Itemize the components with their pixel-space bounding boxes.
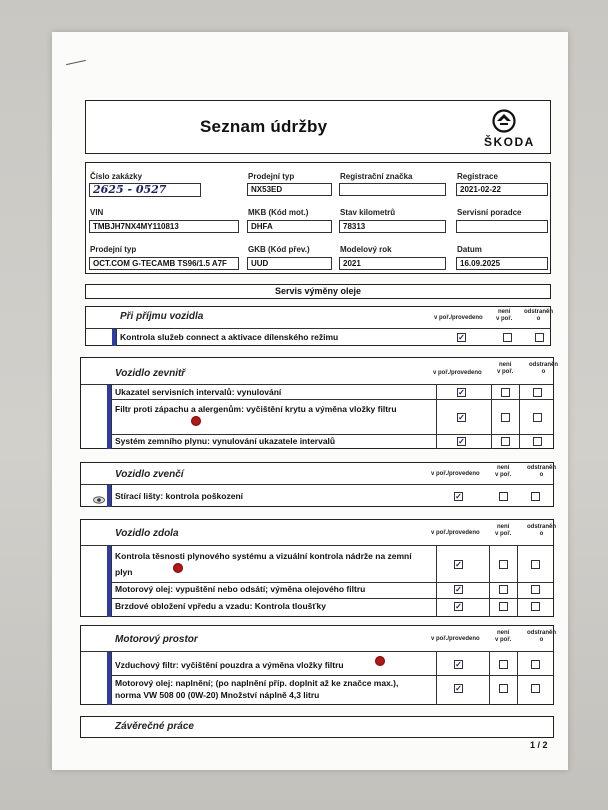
col-notok-header: není v poř. bbox=[496, 309, 513, 322]
service-title-box bbox=[85, 284, 551, 299]
red-dot-icon bbox=[173, 563, 183, 573]
list-item: Kontrola těsnosti plynového systému a vizuální kontrola nádrže na zemní plyn bbox=[115, 551, 412, 577]
list-item: Ukazatel servisních intervalů: vynulování bbox=[115, 387, 282, 397]
registration-field[interactable]: 2021-02-22 bbox=[456, 183, 548, 196]
notok-checkbox[interactable] bbox=[499, 585, 508, 594]
service-title: Servis výměny oleje bbox=[274, 286, 362, 296]
divider bbox=[81, 484, 553, 485]
notok-checkbox[interactable] bbox=[501, 437, 510, 446]
divider bbox=[436, 385, 437, 449]
done-checkbox[interactable]: ✓ bbox=[455, 585, 462, 594]
notok-checkbox[interactable] bbox=[499, 602, 508, 611]
col-removed-header: odstraněn o bbox=[527, 630, 557, 643]
col-removed-header: odstraněn o bbox=[529, 362, 559, 375]
page-title: Seznam údržby bbox=[200, 117, 328, 136]
divider bbox=[489, 652, 490, 705]
service-advisor-label: Servisní poradce bbox=[457, 208, 522, 217]
list-item: Systém zemního plynu: vynulování ukazatele intervalů bbox=[115, 436, 336, 446]
col-done-header: v poř./provedeno bbox=[431, 636, 480, 642]
order-number-label: Číslo zakázky bbox=[90, 172, 143, 181]
notok-checkbox[interactable] bbox=[499, 684, 508, 693]
section-engine-bay bbox=[80, 625, 557, 705]
header-box bbox=[85, 100, 551, 154]
divider bbox=[517, 652, 518, 705]
removed-checkbox[interactable] bbox=[533, 437, 542, 446]
section-title: Motorový prostor bbox=[115, 634, 198, 645]
date-label: Datum bbox=[457, 245, 482, 254]
col-done-header: v poř./provedeno bbox=[434, 315, 483, 321]
red-dot-icon bbox=[375, 656, 385, 666]
registration-plate-field[interactable] bbox=[339, 183, 446, 196]
vin-field[interactable]: TMBJH7NX4MY110813 bbox=[89, 220, 239, 233]
list-item: Vzduchový filtr: vyčištění pouzdra a výměna vložky filtru bbox=[115, 660, 344, 670]
done-checkbox[interactable]: ✓ bbox=[458, 388, 465, 397]
done-checkbox[interactable]: ✓ bbox=[455, 660, 462, 669]
notok-checkbox[interactable] bbox=[499, 492, 508, 501]
col-removed-header: odstraněn o bbox=[527, 465, 557, 478]
removed-checkbox[interactable] bbox=[531, 492, 540, 501]
divider bbox=[81, 384, 553, 385]
done-checkbox[interactable]: ✓ bbox=[458, 413, 465, 422]
section-underbody bbox=[80, 519, 557, 617]
done-checkbox[interactable]: ✓ bbox=[455, 560, 462, 569]
divider bbox=[111, 652, 112, 705]
model-year-label: Modelový rok bbox=[340, 245, 392, 254]
done-checkbox[interactable]: ✓ bbox=[455, 602, 462, 611]
col-done-header: v poř./provedeno bbox=[433, 370, 482, 376]
list-item: Stírací lišty: kontrola poškození bbox=[115, 491, 244, 501]
section-title: Vozidlo zevnitř bbox=[115, 368, 186, 379]
col-notok-header: není v poř. bbox=[495, 524, 512, 537]
divider bbox=[111, 485, 112, 507]
skoda-logo-icon bbox=[491, 109, 517, 133]
gearbox-code-label: GKB (Kód přev.) bbox=[248, 245, 310, 254]
sales-type-field[interactable]: NX53ED bbox=[247, 183, 332, 196]
divider bbox=[81, 651, 553, 652]
pencil-mark bbox=[66, 60, 86, 65]
section-title: Vozidlo zdola bbox=[115, 528, 179, 539]
section-reception bbox=[85, 306, 554, 346]
removed-checkbox[interactable] bbox=[531, 585, 540, 594]
divider bbox=[491, 385, 492, 449]
list-item: Brzdové obložení vpředu a vzadu: Kontrola tloušťky bbox=[115, 601, 326, 611]
col-done-header: v poř./provedeno bbox=[431, 471, 480, 477]
mileage-label: Stav kilometrů bbox=[340, 208, 396, 217]
divider bbox=[436, 652, 437, 705]
col-notok-header: není v poř. bbox=[495, 630, 512, 643]
list-item: Motorový olej: naplnění; (po naplnění příp. doplnit až ke značce max.), norma VW 508 00 (0W-20) Množství náplně 4,3 litru bbox=[115, 678, 399, 700]
col-notok-header: není v poř. bbox=[495, 465, 512, 478]
eye-icon bbox=[93, 491, 105, 499]
order-number-value: 2625 - 0527 bbox=[93, 183, 167, 196]
notok-checkbox[interactable] bbox=[499, 560, 508, 569]
notok-checkbox[interactable] bbox=[499, 660, 508, 669]
registration-plate-label: Registrační značka bbox=[340, 172, 413, 181]
divider bbox=[111, 675, 553, 676]
list-item: Motorový olej: vypuštění nebo odsátí; výměna olejového filtru bbox=[115, 584, 366, 594]
engine-code-label: MKB (Kód mot.) bbox=[248, 208, 309, 217]
list-item: Kontrola služeb connect a aktivace dílenského režimu bbox=[120, 332, 339, 342]
divider bbox=[519, 385, 520, 449]
col-removed-header: odstraněn o bbox=[527, 524, 557, 537]
model-type-field[interactable]: OCT.COM G-TECAMB TS96/1.5 A7F bbox=[89, 257, 239, 270]
col-done-header: v poř./provedeno bbox=[431, 530, 480, 536]
engine-code-field[interactable]: DHFA bbox=[247, 220, 332, 233]
divider bbox=[116, 329, 117, 346]
notok-checkbox[interactable] bbox=[501, 413, 510, 422]
registration-label: Registrace bbox=[457, 172, 498, 181]
vin-label: VIN bbox=[90, 208, 104, 217]
done-checkbox[interactable]: ✓ bbox=[455, 684, 462, 693]
page-number: 1 / 2 bbox=[530, 740, 548, 750]
sales-type-label: Prodejní typ bbox=[248, 172, 295, 181]
section-title: Vozidlo zvenčí bbox=[115, 469, 184, 480]
section-title: Při příjmu vozidla bbox=[120, 311, 204, 322]
list-item: Filtr proti zápachu a alergenům: vyčištění krytu a výměna vložky filtru bbox=[115, 404, 397, 414]
notok-checkbox[interactable] bbox=[501, 388, 510, 397]
section-title: Závěrečné práce bbox=[115, 721, 194, 732]
done-checkbox[interactable]: ✓ bbox=[455, 492, 462, 501]
red-dot-icon bbox=[191, 416, 201, 426]
divider bbox=[81, 545, 553, 546]
section-interior bbox=[80, 357, 559, 449]
notok-checkbox[interactable] bbox=[503, 333, 512, 342]
removed-checkbox[interactable] bbox=[531, 602, 540, 611]
removed-checkbox[interactable] bbox=[531, 560, 540, 569]
brand-name: ŠKODA bbox=[484, 135, 535, 149]
section-final-work bbox=[80, 716, 554, 738]
removed-checkbox[interactable] bbox=[531, 660, 540, 669]
divider bbox=[86, 328, 550, 329]
divider bbox=[111, 399, 553, 400]
done-checkbox[interactable]: ✓ bbox=[458, 437, 465, 446]
removed-checkbox[interactable] bbox=[533, 413, 542, 422]
section-exterior bbox=[80, 462, 557, 507]
done-checkbox[interactable]: ✓ bbox=[458, 333, 465, 342]
model-year-field[interactable]: 2021 bbox=[339, 257, 446, 270]
model-type-label: Prodejní typ bbox=[90, 245, 137, 254]
divider bbox=[111, 385, 112, 449]
divider bbox=[111, 598, 553, 599]
document-sheet bbox=[52, 32, 568, 770]
removed-checkbox[interactable] bbox=[535, 333, 544, 342]
date-field[interactable]: 16.09.2025 bbox=[456, 257, 548, 270]
gearbox-code-field[interactable]: UUD bbox=[247, 257, 332, 270]
col-notok-header: není v poř. bbox=[497, 362, 514, 375]
col-removed-header: odstraněn o bbox=[524, 309, 554, 322]
info-box bbox=[85, 162, 551, 274]
service-advisor-field[interactable] bbox=[456, 220, 548, 233]
mileage-field[interactable]: 78313 bbox=[339, 220, 446, 233]
order-number-field[interactable] bbox=[89, 183, 201, 197]
removed-checkbox[interactable] bbox=[533, 388, 542, 397]
removed-checkbox[interactable] bbox=[531, 684, 540, 693]
